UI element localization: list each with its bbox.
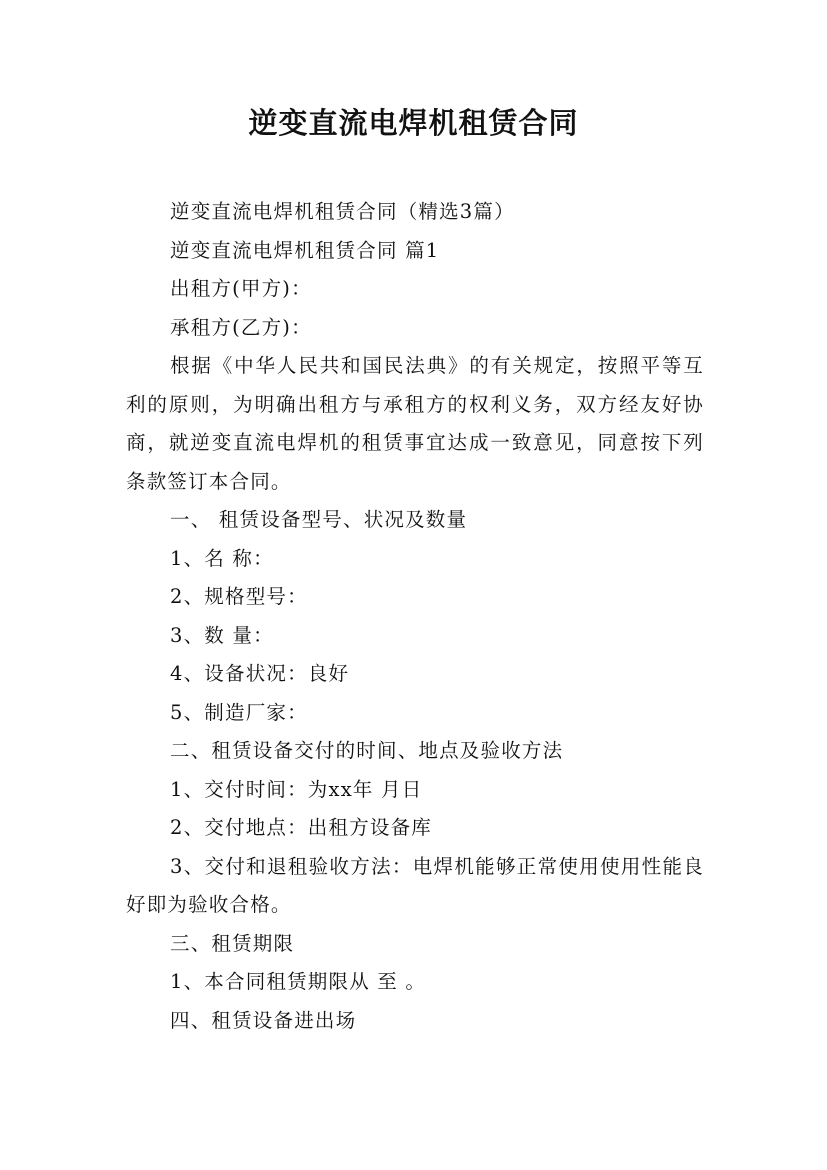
intro-paragraph: 根据《中华人民共和国民法典》的有关规定，按照平等互利的原则，为明确出租方与承租方的权利义务，双方经友好协商，就逆变直流电焊机的租赁事宜达成一致意见，同意按下列条款签订本合同。 bbox=[126, 354, 704, 493]
clause-heading: 四、租赁设备进出场 bbox=[170, 1008, 357, 1032]
subtitle-line: 逆变直流电焊机租赁合同（精选3篇） bbox=[170, 200, 515, 223]
clause-heading: 三、租赁期限 bbox=[170, 931, 295, 955]
party-b-line: 承租方(乙方)： bbox=[170, 315, 312, 339]
clause-item: 1、交付时间：为xx年 月日 bbox=[170, 777, 423, 801]
clause-item: 3、数 量： bbox=[170, 623, 274, 647]
clause-item: 4、设备状况：良好 bbox=[170, 662, 350, 685]
clause-item: 2、规格型号： bbox=[170, 585, 308, 608]
clause-heading: 二、租赁设备交付的时间、地点及验收方法 bbox=[170, 739, 564, 762]
clause-item: 2、交付地点：出租方设备库 bbox=[170, 816, 433, 839]
clause-item: 3、交付和退租验收方法：电焊机能够正常使用使用性能良好即为验收合格。 bbox=[126, 854, 704, 916]
clause-item: 1、名 称： bbox=[170, 546, 274, 570]
clause-heading: 一、 租赁设备型号、状况及数量 bbox=[170, 508, 468, 531]
clause-item: 1、本合同租赁期限从 至 。 bbox=[170, 970, 427, 993]
document-title: 逆变直流电焊机租赁合同 bbox=[248, 106, 579, 140]
section-heading: 逆变直流电焊机租赁合同 篇1 bbox=[170, 238, 440, 262]
party-a-line: 出租方(甲方)： bbox=[170, 277, 312, 300]
clause-item: 5、制造厂家： bbox=[170, 700, 308, 724]
document-body bbox=[126, 193, 704, 1040]
